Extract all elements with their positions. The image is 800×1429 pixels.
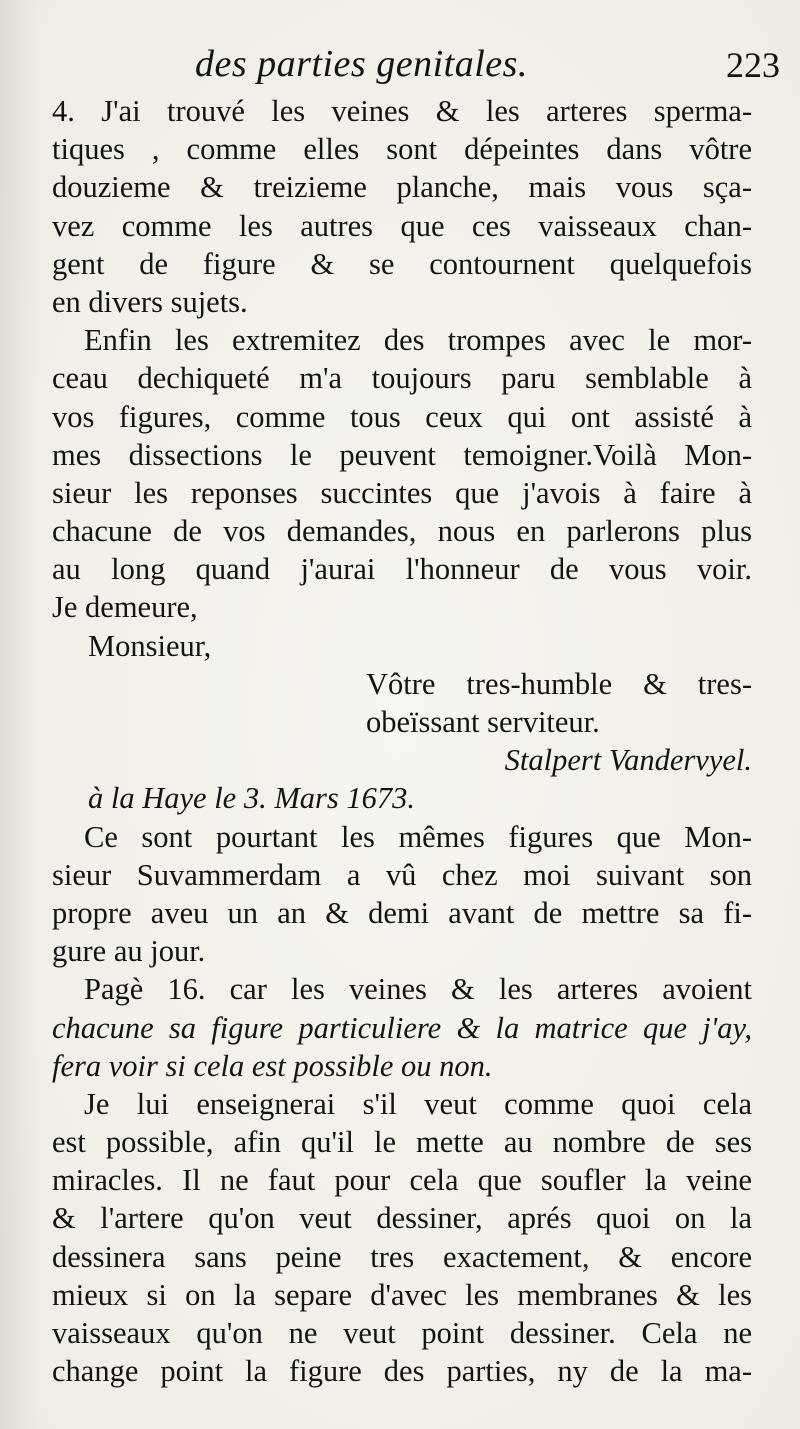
text-line: vos figures, comme tous ceux qui ont assisté à [52, 399, 752, 434]
text-line: dessinera sans peine tres exactement, & encore [52, 1239, 752, 1274]
text-line: au long quand j'aurai l'honneur de vous voir. [52, 552, 752, 587]
text-line: en divers sujets. [52, 284, 248, 319]
text-line: change point la figure des parties, ny de la ma- [52, 1354, 752, 1389]
text-line: sieur Suvammerdam a vû chez moi suivant son [52, 857, 752, 892]
text-line: Je lui enseignerai s'il veut comme quoi cela [84, 1086, 752, 1121]
body-text [52, 92, 752, 1390]
text-line: à la Haye le 3. Mars 1673. [88, 781, 415, 816]
text-line: chacune de vos demandes, nous en parlerons plus [52, 514, 752, 549]
text-line: mieux si on la separe d'avec les membranes & les [52, 1277, 752, 1312]
text-line: Vôtre tres-humble & tres- [366, 666, 752, 701]
text-line: chacune sa figure particuliere & la matrice que j'ay, [52, 1010, 752, 1045]
text-line: Enfin les extremitez des trompes avec le mor- [84, 323, 752, 358]
text-line: douzieme & treizieme planche, mais vous sça- [52, 170, 752, 205]
text-line: ceau dechiqueté m'a toujours paru semblable à [52, 361, 752, 396]
text-line: miracles. Il ne faut pour cela que soufler la veine [52, 1163, 752, 1198]
text-line: Pagè 16. car les veines & les arteres avoient [84, 972, 752, 1007]
text-line: Ce sont pourtant les mêmes figures que Mon- [84, 819, 752, 854]
text-line: propre aveu un an & demi avant de mettre sa fi- [52, 895, 752, 930]
text-line: gure au jour. [52, 934, 206, 969]
running-head: des parties genitales. [195, 43, 528, 85]
page-header [40, 42, 780, 92]
text-line: est possible, afin qu'il le mette au nombre de ses [52, 1125, 752, 1160]
text-line: 4. J'ai trouvé les veines & les arteres sperma- [52, 94, 752, 128]
text-line: sieur les reponses succintes que j'avois à faire à [52, 475, 752, 510]
text-line: mes dissections le peuvent temoigner.Voilà Mon- [52, 437, 752, 472]
text-line: vez comme les autres que ces vaisseaux chan- [52, 208, 752, 243]
text-line: tiques , comme elles sont dépeintes dans vôtre [52, 132, 752, 167]
page-number: 223 [726, 45, 780, 85]
text-line: Monsieur, [88, 628, 212, 663]
text-line: fera voir si cela est possible ou non. [52, 1048, 493, 1083]
text-line: gent de figure & se contournent quelquefois [52, 246, 752, 281]
text-line: Stalpert Vandervyel. [504, 743, 752, 778]
text-line: & l'artere qu'on veut dessiner, aprés quoi on la [52, 1201, 752, 1236]
text-line: Je demeure, [52, 590, 198, 625]
text-line: vaisseaux qu'on ne veut point dessiner. Cela ne [52, 1316, 752, 1350]
text-line: obeïssant serviteur. [366, 705, 600, 739]
